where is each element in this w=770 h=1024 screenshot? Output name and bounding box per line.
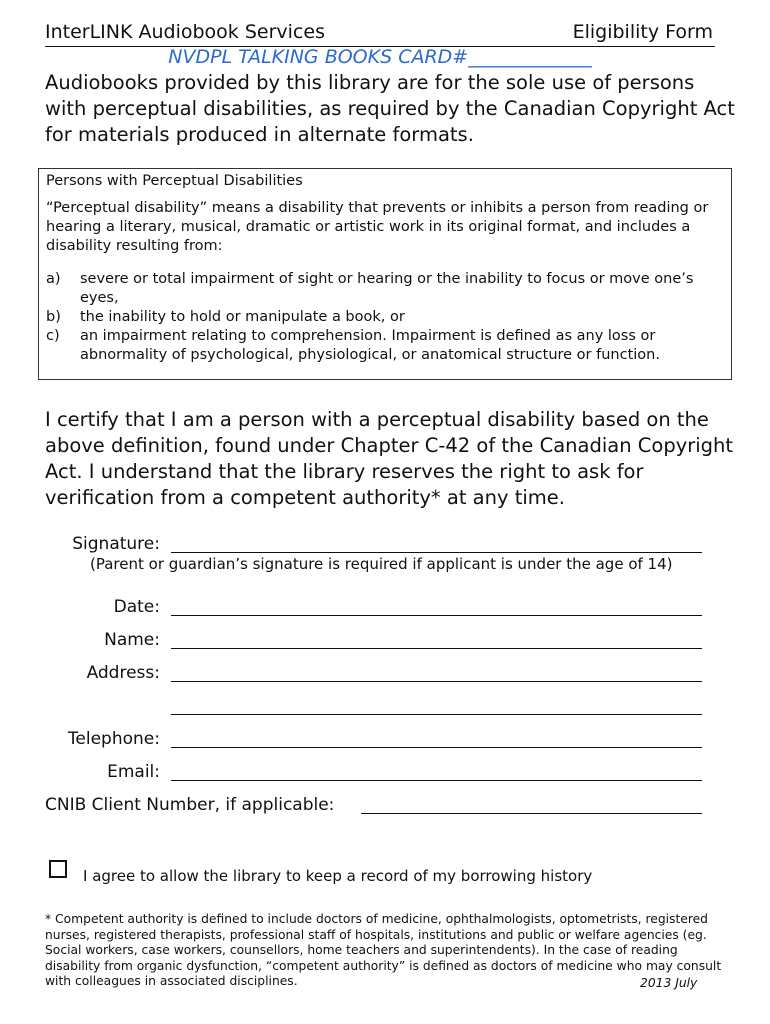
- form-header: [45, 20, 715, 47]
- cnib-number-field[interactable]: [361, 813, 702, 814]
- definition-box: [38, 168, 732, 380]
- address-field-line-1[interactable]: [171, 681, 702, 682]
- name-field[interactable]: [171, 648, 702, 649]
- list-item-text: an impairment relating to comprehension. Impairment is defined as any loss or abnormality of psychological, physiological, or anatomical structure or function.: [80, 328, 660, 363]
- telephone-label: Telephone:: [67, 729, 160, 749]
- address-field-line-2[interactable]: [171, 714, 702, 715]
- card-number-label: NVDPL TALKING BOOKS CARD#_____________: [168, 46, 592, 68]
- address-label: Address:: [86, 663, 160, 683]
- email-label: Email:: [107, 762, 160, 782]
- borrowing-history-checkbox[interactable]: [49, 860, 67, 878]
- date-label: Date:: [113, 597, 160, 617]
- definition-item-b: [46, 308, 724, 327]
- list-marker: a): [46, 271, 61, 287]
- list-marker: c): [46, 328, 60, 344]
- competent-authority-footnote: * Competent authority is defined to include doctors of medicine, ophthalmologists, optometrists, registered nurses, registered therapists, professional staff of hospitals, institutions and public or welfare agencies (eg. Social workers, case workers, counsellors, home teachers and superintendents). In the case of reading disability from organic dysfunction, “competent authority” is defined as doctors of medicine who may consult with colleagues in associated disciplines.: [45, 912, 722, 989]
- cnib-label: CNIB Client Number, if applicable:: [45, 795, 335, 815]
- borrowing-history-consent-label: I agree to allow the library to keep a record of my borrowing history: [83, 867, 593, 885]
- signature-label: Signature:: [72, 534, 160, 554]
- date-field[interactable]: [171, 615, 702, 616]
- definition-list: [46, 270, 724, 365]
- definition-item-a: [46, 270, 724, 308]
- certification-statement: I certify that I am a person with a perceptual disability based on the above definition, found under Chapter C-42 of the Canadian Copyright Act. I understand that the library reserves the right to ask for verification from a competent authority* at any time.: [45, 408, 734, 509]
- service-name: InterLINK Audiobook Services: [45, 21, 325, 43]
- email-field[interactable]: [171, 780, 702, 781]
- definition-text: “Perceptual disability” means a disability that prevents or inhibits a person from reading or hearing a literary, musical, dramatic or artistic work in its original format, and includes a disability resulting from:: [46, 200, 709, 254]
- definition-box-title: Persons with Perceptual Disabilities: [46, 173, 303, 189]
- telephone-field[interactable]: [171, 747, 702, 748]
- signature-field[interactable]: [171, 552, 702, 553]
- signature-note: (Parent or guardian’s signature is required if applicant is under the age of 14): [90, 555, 673, 573]
- name-label: Name:: [104, 630, 160, 650]
- intro-paragraph: Audiobooks provided by this library are for the sole use of persons with perceptual disabilities, as required by the Canadian Copyright Act for materials produced in alternate formats.: [45, 71, 735, 146]
- revision-date: 2013 July: [640, 976, 698, 990]
- definition-item-c: [46, 327, 724, 365]
- list-marker: b): [46, 309, 61, 325]
- list-item-text: the inability to hold or manipulate a book, or: [80, 309, 405, 325]
- form-type: Eligibility Form: [572, 21, 713, 43]
- list-item-text: severe or total impairment of sight or hearing or the inability to focus or move one’s eyes,: [80, 271, 694, 306]
